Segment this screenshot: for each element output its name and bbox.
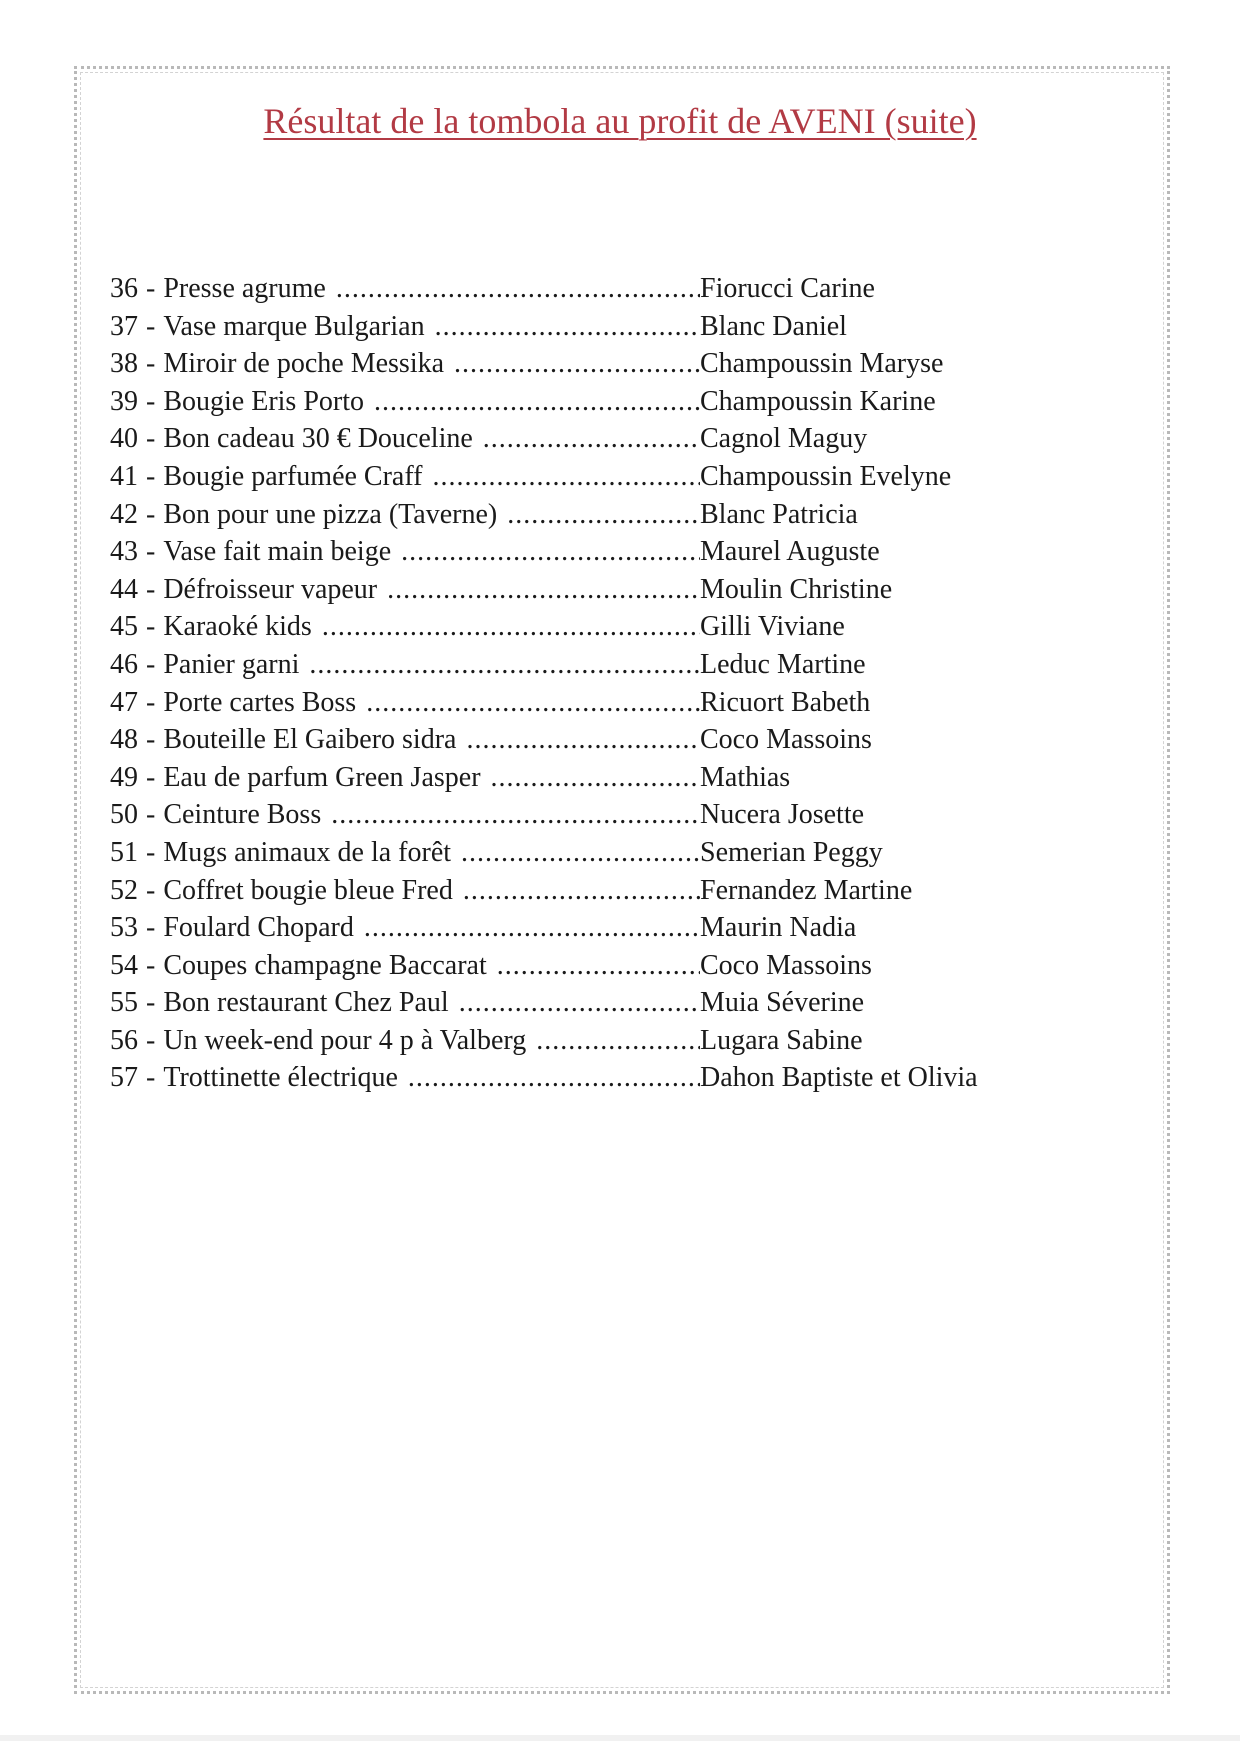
- prize-number: 39: [110, 385, 138, 417]
- prize-number: 37: [110, 310, 138, 342]
- prize-number: 47: [110, 686, 138, 718]
- prize-number: 53: [110, 912, 138, 944]
- dot-leader: [463, 872, 700, 910]
- prize-separator: -: [146, 310, 156, 342]
- prize-item: Mugs animaux de la forêt: [163, 836, 452, 868]
- prize-row: [110, 1022, 1070, 1060]
- prize-winner: Blanc Patricia: [700, 498, 858, 530]
- prize-item: Miroir de poche Messika: [163, 348, 445, 380]
- prize-number: 46: [110, 648, 138, 680]
- prize-winner: Champoussin Karine: [700, 385, 936, 417]
- prize-separator: -: [146, 460, 156, 492]
- prize-row: [110, 608, 1070, 646]
- prize-item: Porte cartes Boss: [163, 686, 357, 718]
- prize-winner: Lugara Sabine: [700, 1024, 863, 1056]
- prize-row: [110, 308, 1070, 346]
- prize-separator: -: [146, 648, 156, 680]
- prize-row: [110, 984, 1070, 1022]
- prize-winner: Mathias: [700, 761, 791, 793]
- prize-number: 44: [110, 573, 138, 605]
- prize-row: [110, 684, 1070, 722]
- prize-separator: -: [146, 799, 156, 831]
- prize-winner: Semerian Peggy: [700, 836, 883, 868]
- prize-item: Presse agrume: [163, 273, 326, 304]
- dot-leader: [366, 684, 700, 722]
- prize-item: Vase fait main beige: [163, 536, 392, 568]
- prize-separator: -: [146, 724, 156, 756]
- prize-number: 41: [110, 460, 138, 492]
- prize-number: 43: [110, 536, 138, 568]
- dot-leader: [309, 646, 700, 684]
- prize-number: 50: [110, 799, 138, 831]
- prize-separator: -: [146, 912, 156, 944]
- prize-winner: Maurin Nadia: [700, 912, 857, 944]
- prize-row: [110, 947, 1070, 985]
- prize-separator: -: [146, 611, 156, 643]
- dot-leader: [483, 420, 700, 458]
- prize-winner: Dahon Baptiste et Olivia: [700, 1062, 978, 1094]
- prize-number: 55: [110, 987, 138, 1019]
- prize-number: 56: [110, 1024, 138, 1056]
- prize-row: [110, 759, 1070, 797]
- prize-separator: -: [146, 385, 156, 417]
- prize-item: Bougie parfumée Craff: [163, 460, 423, 492]
- prize-row: [110, 909, 1070, 947]
- prize-winner: Nucera Josette: [700, 799, 865, 831]
- dot-leader: [507, 496, 700, 534]
- prize-winner: Moulin Christine: [700, 573, 893, 605]
- prize-row: [110, 458, 1070, 496]
- prize-number: 51: [110, 836, 138, 868]
- prize-number: 48: [110, 724, 138, 756]
- prize-number: 36: [110, 273, 138, 304]
- prize-row: [110, 834, 1070, 872]
- prize-item: Coffret bougie bleue Fred: [163, 874, 453, 906]
- prize-row: [110, 420, 1070, 458]
- dot-leader: [459, 984, 700, 1022]
- prize-row: [110, 533, 1070, 571]
- prize-number: 52: [110, 874, 138, 906]
- prize-winner: Champoussin Maryse: [700, 348, 944, 380]
- prize-separator: -: [146, 273, 156, 304]
- prize-separator: -: [146, 1062, 156, 1094]
- prize-row: [110, 345, 1070, 383]
- prize-separator: -: [146, 686, 156, 718]
- dot-leader: [433, 458, 701, 496]
- prize-winner: Ricuort Babeth: [700, 686, 871, 718]
- dot-leader: [435, 308, 700, 346]
- dot-leader: [331, 796, 700, 834]
- prize-winner: Coco Massoins: [700, 949, 872, 981]
- prize-row: [110, 270, 1070, 308]
- prize-row: [110, 721, 1070, 759]
- prize-separator: -: [146, 874, 156, 906]
- prize-item: Eau de parfum Green Jasper: [163, 761, 481, 793]
- prize-item: Bougie Eris Porto: [163, 385, 364, 417]
- prize-item: Ceinture Boss: [163, 799, 322, 831]
- prize-number: 57: [110, 1062, 138, 1094]
- prize-separator: -: [146, 836, 156, 868]
- prize-winner: Coco Massoins: [700, 724, 872, 756]
- prize-row: [110, 1059, 1070, 1097]
- prize-separator: -: [146, 423, 156, 455]
- dot-leader: [401, 533, 700, 571]
- prize-separator: -: [146, 949, 156, 981]
- prize-item: Un week-end pour 4 p à Valberg: [163, 1024, 527, 1056]
- prize-winner: Champoussin Evelyne: [700, 460, 952, 492]
- dot-leader: [466, 721, 700, 759]
- prize-separator: -: [146, 573, 156, 605]
- prize-winner: Leduc Martine: [700, 648, 866, 680]
- prize-winner: Fiorucci Carine: [700, 273, 875, 304]
- prize-separator: -: [146, 987, 156, 1019]
- dot-leader: [408, 1059, 700, 1097]
- prize-row: [110, 571, 1070, 609]
- dot-leader: [536, 1022, 700, 1060]
- prize-number: 38: [110, 348, 138, 380]
- prize-winner: Muia Séverine: [700, 987, 865, 1019]
- scan-edge-line: [0, 1735, 1240, 1741]
- prize-number: 42: [110, 498, 138, 530]
- prize-winner: Cagnol Maguy: [700, 423, 868, 455]
- prize-number: 54: [110, 949, 138, 981]
- prize-separator: -: [146, 498, 156, 530]
- prize-row: [110, 872, 1070, 910]
- prize-item: Foulard Chopard: [163, 912, 354, 944]
- dot-leader: [497, 947, 700, 985]
- prize-winner: Blanc Daniel: [700, 310, 847, 342]
- prize-item: Défroisseur vapeur: [163, 573, 378, 605]
- prize-number: 40: [110, 423, 138, 455]
- prize-separator: -: [146, 1024, 156, 1056]
- dot-leader: [364, 909, 700, 947]
- prize-item: Bon restaurant Chez Paul: [163, 987, 449, 1019]
- dot-leader: [387, 571, 700, 609]
- prize-winner: Fernandez Martine: [700, 874, 913, 906]
- dot-leader: [461, 834, 700, 872]
- dot-leader: [374, 383, 700, 421]
- prize-item: Coupes champagne Baccarat: [163, 949, 487, 981]
- prize-separator: -: [146, 761, 156, 793]
- prize-item: Karaoké kids: [163, 611, 312, 643]
- prize-item: Bon pour une pizza (Taverne): [163, 498, 498, 530]
- dot-leader: [454, 345, 700, 383]
- prize-row: [110, 496, 1070, 534]
- prize-winner: Maurel Auguste: [700, 536, 880, 568]
- prize-winner: Gilli Viviane: [700, 611, 845, 643]
- page-title: Résultat de la tombola au profit de AVENI (suite): [263, 101, 977, 141]
- prize-item: Panier garni: [163, 648, 300, 680]
- dot-leader: [322, 608, 700, 646]
- prize-separator: -: [146, 348, 156, 380]
- prize-item: Bouteille El Gaibero sidra: [163, 724, 457, 756]
- prize-number: 45: [110, 611, 138, 643]
- prize-row: [110, 383, 1070, 421]
- prize-item: Vase marque Bulgarian: [163, 310, 425, 342]
- prize-list: [110, 270, 1070, 1097]
- prize-item: Trottinette électrique: [163, 1062, 398, 1094]
- prize-number: 49: [110, 761, 138, 793]
- prize-row: [110, 646, 1070, 684]
- prize-item: Bon cadeau 30 € Douceline: [163, 423, 473, 455]
- prize-separator: -: [146, 536, 156, 568]
- dot-leader: [491, 759, 700, 797]
- prize-row: [110, 796, 1070, 834]
- dot-leader: [336, 270, 700, 308]
